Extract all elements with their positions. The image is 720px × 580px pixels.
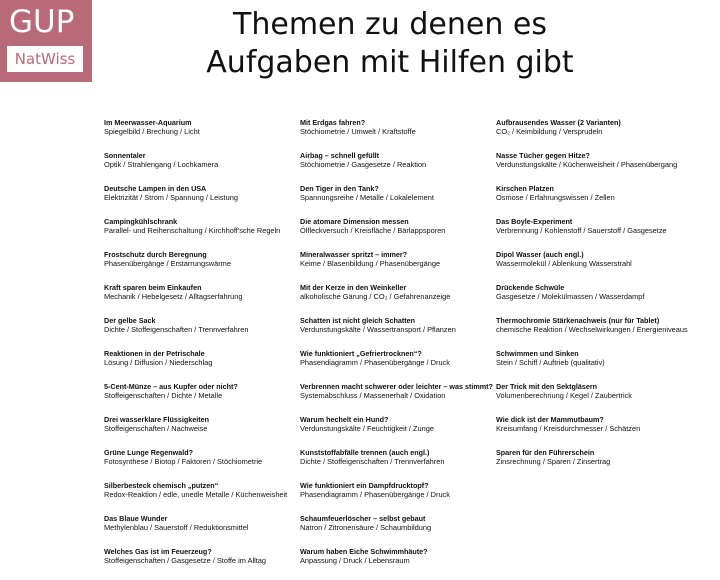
topic-title: Die atomare Dimension messen [300,217,409,226]
topic-keywords: Stoffeigenschaften / Gasgesetze / Stoffe im Alltag [104,556,267,565]
topic-column-3 [496,118,692,481]
topic-title: Schatten ist nicht gleich Schatten [300,316,416,325]
topic-item [496,151,692,184]
topic-keywords: Verdunstungskälte / Wassertransport / Pflanzen [300,325,456,334]
topic-item [300,283,496,316]
topic-column-2 [300,118,496,580]
topic-title: Thermochromie Stärkenachweis (nur für Tablet) [496,316,660,325]
topic-item [300,118,496,151]
topic-item [300,217,496,250]
topic-title: Kraft sparen beim Einkaufen [104,283,202,292]
topic-title: Schwimmen und Sinken [496,349,579,358]
topic-title: Schaumfeuerlöscher – selbst gebaut [300,514,426,523]
topic-title: Wie funktioniert ein Dampfdrucktopf? [300,481,429,490]
topic-item [104,415,300,448]
topic-item [496,217,692,250]
topic-item [300,316,496,349]
topic-item [104,514,300,547]
topic-keywords: Spannungsreihe / Metalle / Lokalelement [300,193,434,202]
title-line-1: Themen zu denen es [233,7,547,42]
topic-item [496,118,692,151]
topic-title: Warum hechelt ein Hund? [300,415,389,424]
topic-keywords: Osmose / Erfahrungswissen / Zellen [496,193,615,202]
topic-item [104,547,300,580]
topic-title: Campingkühlschrank [104,217,178,226]
topic-item [104,118,300,151]
topic-keywords: Mechanik / Hebelgesetz / Alltagserfahrung [104,292,243,301]
topic-keywords: Stoffeigenschaften / Dichte / Metalle [104,391,223,400]
page-title [140,6,640,82]
topic-item [300,547,496,580]
topic-title: Das Boyle-Experiment [496,217,573,226]
topic-title: Nasse Tücher gegen Hitze? [496,151,590,160]
topic-item [496,448,692,481]
topic-title: Drei wasserklare Flüssigkeiten [104,415,210,424]
topic-title: Der gelbe Sack [104,316,156,325]
topic-keywords: Keime / Blasenbildung / Phasenübergänge [300,259,441,268]
topic-keywords: Stoffeigenschaften / Nachweise [104,424,208,433]
topic-keywords: Dichte / Stoffeigenschaften / Trennverfahren [104,325,249,334]
topic-title: Im Meerwasser-Aquarium [104,118,192,127]
topic-keywords: Lösung / Diffusion / Niederschlag [104,358,213,367]
topic-item [300,184,496,217]
topic-title: Dipol Wasser (auch engl.) [496,250,584,259]
topic-keywords: Anpassung / Druck / Lebensraum [300,556,410,565]
topic-keywords: Verdunstungskälte / Küchenweisheit / Phasenübergang [496,160,678,169]
topic-keywords: Volumenberechnung / Kegel / Zaubertrick [496,391,632,400]
topic-keywords: Gasgesetze / Molekülmassen / Wasserdampf [496,292,645,301]
topic-keywords: Phasendiagramm / Phasenübergänge / Druck [300,358,450,367]
topic-title: Reaktionen in der Petrischale [104,349,205,358]
topic-item [496,250,692,283]
topic-title: Grüne Lunge Regenwald? [104,448,194,457]
topic-keywords: Methylenblau / Sauerstoff / Reduktionsmittel [104,523,249,532]
topic-item [496,382,692,415]
topic-keywords: Spiegelbild / Brechung / Licht [104,127,200,136]
topic-keywords: Dichte / Stoffeigenschaften / Trennverfahren [300,457,445,466]
topic-item [496,415,692,448]
topic-title: Warum haben Eiche Schwimmhäute? [300,547,428,556]
topic-keywords: Wassermolekül / Ablenkung Wasserstrahl [496,259,632,268]
topic-title: Wie funktioniert „Gefriertrocknen“? [300,349,422,358]
topic-title: 5-Cent-Münze – aus Kupfer oder nicht? [104,382,238,391]
topic-keywords: Systemabschluss / Massenerhalt / Oxidation [300,391,446,400]
topic-title: Mit Erdgas fahren? [300,118,366,127]
topic-keywords: Phasendiagramm / Phasenübergänge / Druck [300,490,450,499]
topic-item [104,283,300,316]
topic-item [496,349,692,382]
topic-keywords: Stöchiometrie / Umwelt / Kraftstoffe [300,127,416,136]
topic-title: Frostschutz durch Beregnung [104,250,207,259]
topic-keywords: Stöchiometrie / Gasgesetze / Reaktion [300,160,427,169]
logo [0,0,92,82]
topic-keywords: Elektrizität / Strom / Spannung / Leistung [104,193,238,202]
topic-item [300,514,496,547]
logo-text-bottom: NatWiss [7,46,83,72]
topic-keywords: Fotosynthese / Biotop / Faktoren / Stöchiometrie [104,457,263,466]
topic-keywords: chemische Reaktion / Wechselwirkungen / Energieniveaus [496,325,688,334]
topic-item [104,382,300,415]
topic-item [300,250,496,283]
topic-title: Sonnentaler [104,151,146,160]
topic-keywords: Optik / Strahlengang / Lochkamera [104,160,219,169]
topic-keywords: CO₂ / Keimbildung / Versprudeln [496,127,603,136]
topic-keywords: Parallel- und Reihenschaltung / Kirchhoff'sche Regeln [104,226,281,235]
topic-item [300,415,496,448]
topic-title: Welches Gas ist im Feuerzeug? [104,547,212,556]
topic-title: Sparen für den Führerschein [496,448,595,457]
topic-title: Drückende Schwüle [496,283,565,292]
topic-title: Mit der Kerze in den Weinkeller [300,283,407,292]
topic-title: Airbag – schnell gefüllt [300,151,380,160]
topic-item [104,349,300,382]
topic-keywords: Stein / Schiff / Auftrieb (qualitativ) [496,358,605,367]
topic-item [104,250,300,283]
topic-item [104,481,300,514]
logo-text-top: GUP [9,4,75,40]
topic-item [496,184,692,217]
topic-item [300,151,496,184]
topic-title: Den Tiger in den Tank? [300,184,379,193]
topic-title: Der Trick mit den Sektgläsern [496,382,598,391]
topic-title: Kirschen Platzen [496,184,554,193]
topic-item [300,382,496,415]
topic-column-1 [104,118,300,580]
topic-keywords: Verdunstungskälte / Feuchtigkeit / Zunge [300,424,434,433]
topic-item [104,217,300,250]
topic-keywords: Kreisumfang / Kreisdurchmesser / Schätzen [496,424,641,433]
topic-item [300,349,496,382]
topic-keywords: Zinsrechnung / Sparen / Zinsertrag [496,457,611,466]
topic-title: Aufbrausendes Wasser (2 Varianten) [496,118,621,127]
topic-item [104,151,300,184]
topic-item [300,448,496,481]
topic-title: Deutsche Lampen in den USA [104,184,207,193]
topic-title: Verbrennen macht schwerer oder leichter – was stimmt? [300,382,493,391]
topic-item [104,316,300,349]
topic-item [104,184,300,217]
topic-title: Mineralwasser spritzt – immer? [300,250,408,259]
topic-keywords: Natron / Zitronensäure / Schaumbildung [300,523,432,532]
topic-item [300,481,496,514]
topic-title: Wie dick ist der Mammutbaum? [496,415,604,424]
topic-title: Kunststoffabfälle trennen (auch engl.) [300,448,430,457]
topic-title: Silberbesteck chemisch „putzen“ [104,481,219,490]
topic-keywords: Phasenübergänge / Erstarrungswärme [104,259,231,268]
topic-keywords: alkoholische Gärung / CO₂ / Gefahrenanzeige [300,292,451,301]
topic-item [496,316,692,349]
topic-keywords: Ölfleckversuch / Kreisfläche / Bärlappsporen [300,226,446,235]
title-line-2: Aufgaben mit Hilfen gibt [206,45,574,80]
topic-item [496,283,692,316]
topic-keywords: Verbrennung / Kohlenstoff / Sauerstoff / Gasgesetze [496,226,667,235]
topic-keywords: Redox-Reaktion / edle, unedle Metalle / Küchenweisheit [104,490,288,499]
topic-title: Das Blaue Wunder [104,514,168,523]
topic-item [104,448,300,481]
